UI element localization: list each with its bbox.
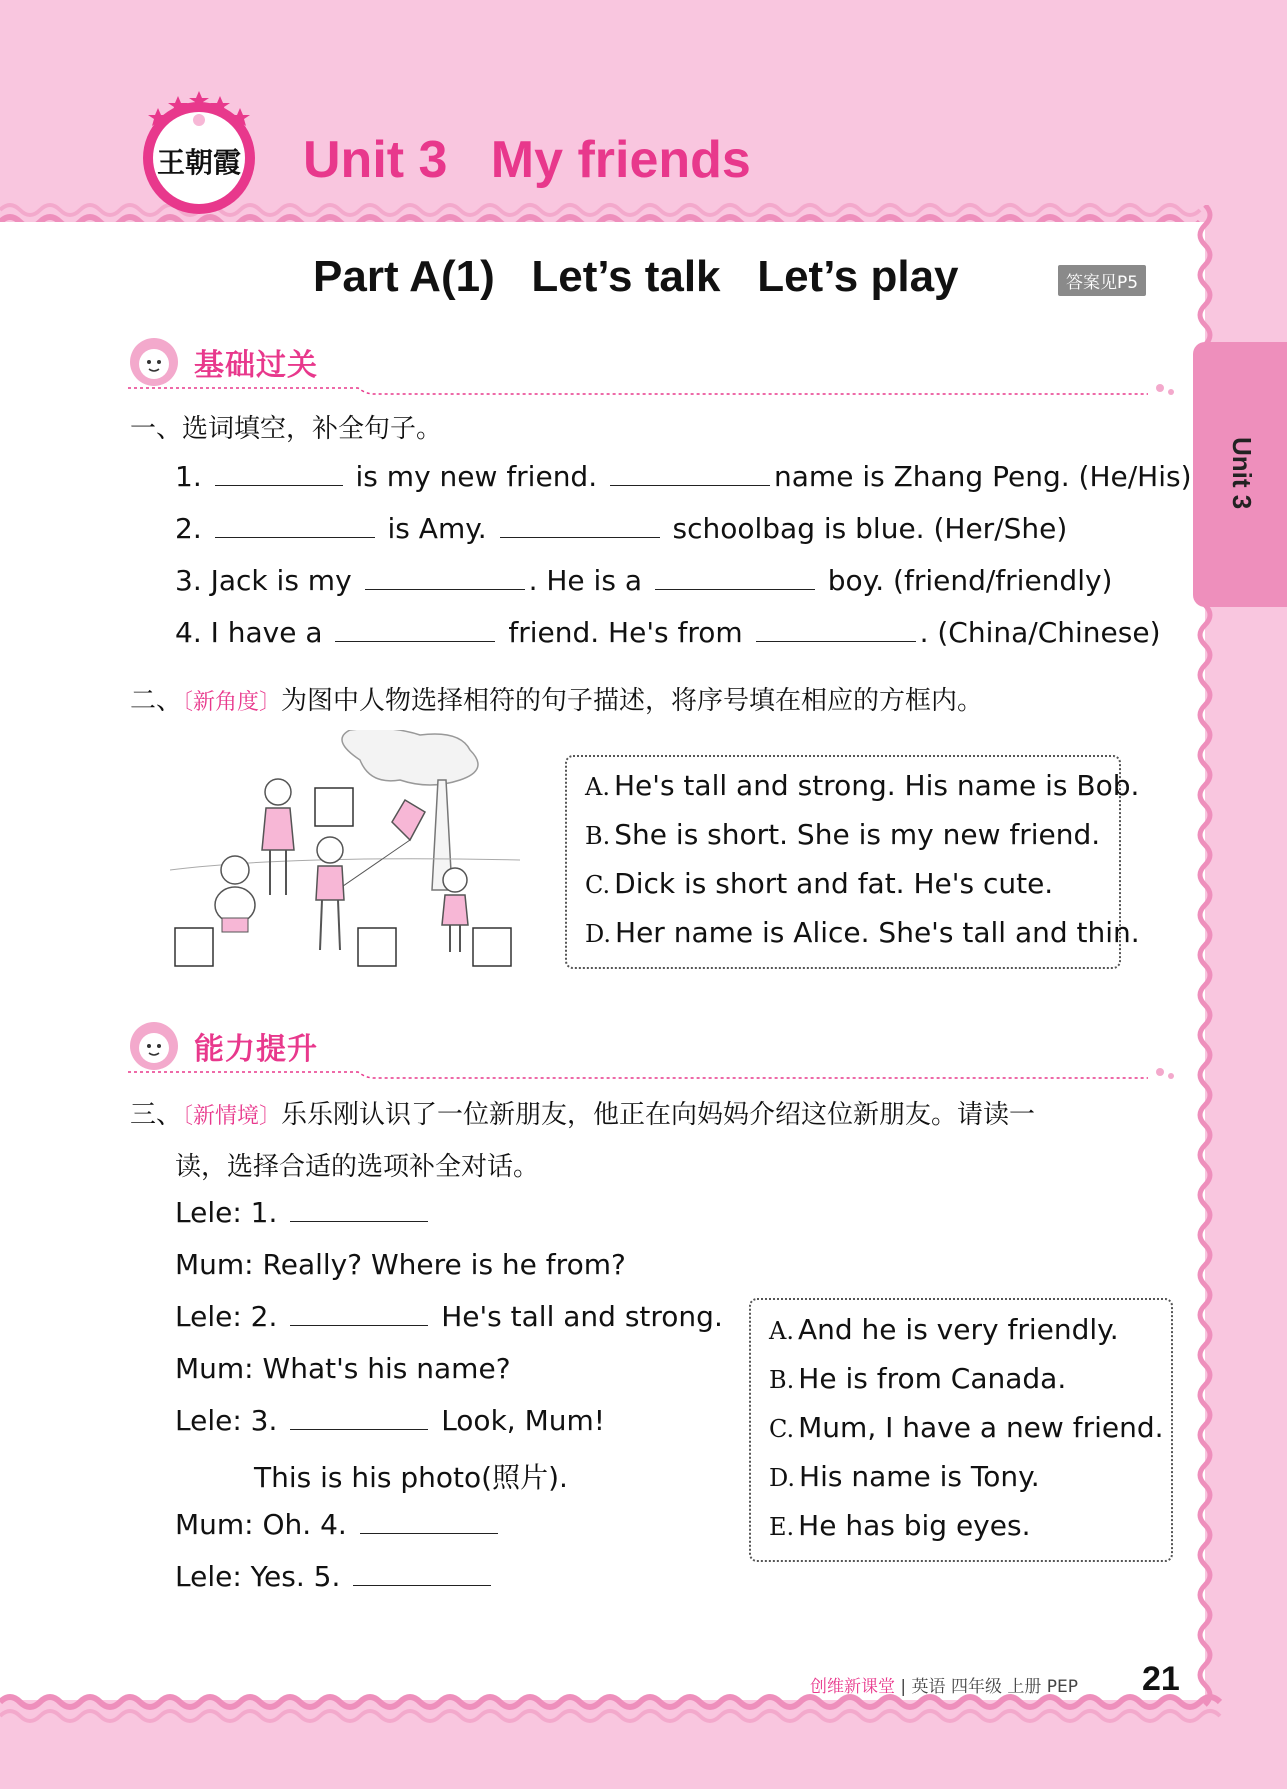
answer-box[interactable] — [358, 928, 396, 966]
answer-blank[interactable] — [353, 1584, 491, 1586]
answer-blank[interactable] — [756, 640, 916, 642]
question-3-heading-line2: 读，选择合适的选项补全对话。 — [175, 1152, 540, 1182]
q1-sentence-2: 2. is Amy. schoolbag is blue. (Her/She) — [175, 512, 1068, 545]
dialog-line-2: Mum: Really? Where is he from? — [175, 1248, 626, 1281]
section-advanced-header — [128, 1020, 1178, 1080]
q1-sentence-3: 3. Jack is my . He is a boy. (friend/friendly) — [175, 564, 1113, 597]
footer-info: 英语 四年级 上册 PEP — [911, 1677, 1079, 1697]
unit-side-tab-label: Unit 3 — [1227, 437, 1257, 510]
new-context-tag: 〔新情境〕 — [182, 1104, 282, 1129]
answer-blank[interactable] — [290, 1428, 428, 1430]
answer-blank[interactable] — [290, 1220, 428, 1222]
answer-blank[interactable] — [500, 536, 660, 538]
monkey-face-icon — [128, 1020, 180, 1072]
dialog-line-7: Mum: Oh. 4. — [175, 1508, 502, 1541]
answer-box[interactable] — [315, 788, 353, 826]
answer-blank[interactable] — [290, 1324, 428, 1326]
q3-option-b: B. He is from Canada. — [769, 1362, 1067, 1395]
publisher-logo — [138, 88, 260, 218]
question-1-heading: 一、选词填空，补全句子。 — [130, 414, 443, 444]
girl-face-icon — [128, 336, 180, 388]
bottom-wave-border — [0, 1690, 1287, 1730]
section-divider — [128, 1066, 1178, 1082]
section-advanced-title: 能力提升 — [194, 1032, 318, 1067]
answer-blank[interactable] — [215, 536, 375, 538]
dialog-line-5: Lele: 3. Look, Mum! — [175, 1404, 605, 1437]
q1-sentence-4: 4. I have a friend. He's from . (China/Chinese) — [175, 616, 1161, 649]
part-title: Part A(1) Let’s talk Let’s play — [313, 252, 959, 301]
answer-blank[interactable] — [335, 640, 495, 642]
dialog-line-3: Lele: 2. He's tall and strong. — [175, 1300, 723, 1333]
answer-blank[interactable] — [360, 1532, 498, 1534]
q3-option-c: C. Mum, I have a new friend. — [769, 1411, 1164, 1444]
q2-option-d: D. Her name is Alice. She's tall and thin. — [585, 916, 1140, 949]
answer-blank[interactable] — [215, 484, 343, 486]
logo-text: 王朝霞 — [156, 146, 242, 179]
dialog-line-4: Mum: What's his name? — [175, 1352, 511, 1385]
answer-blank[interactable] — [610, 484, 770, 486]
answer-box[interactable] — [175, 928, 213, 966]
dialog-line-8: Lele: Yes. 5. — [175, 1560, 495, 1593]
new-angle-tag: 〔新角度〕 — [182, 690, 282, 715]
q2-option-a: A. He's tall and strong. His name is Bob. — [585, 769, 1140, 802]
page-number: 21 — [1142, 1660, 1180, 1698]
q1-sentence-1: 1. is my new friend. name is Zhang Peng. (He/His) — [175, 460, 1192, 493]
answer-blank[interactable] — [655, 588, 815, 590]
q2-options-box — [565, 755, 1140, 969]
unit-title: Unit 3 My friends — [303, 131, 751, 189]
footer-book-info: 创维新课堂 | 英语 四年级 上册 PEP — [810, 1677, 1079, 1697]
section-basic-header — [128, 336, 1178, 396]
answer-blank[interactable] — [365, 588, 525, 590]
q2-option-b: B. She is short. She is my new friend. — [585, 818, 1101, 851]
q3-option-d: D. His name is Tony. — [769, 1460, 1040, 1493]
q3-option-e: E. He has big eyes. — [769, 1509, 1031, 1542]
section-divider — [128, 382, 1178, 398]
section-basic-title: 基础过关 — [194, 348, 318, 383]
question-3-heading: 三、〔新情境〕乐乐刚认识了一位新朋友，他正在向妈妈介绍这位新朋友。请读一 — [130, 1100, 1036, 1130]
answer-reference-badge: 答案见P5 — [1058, 265, 1146, 296]
q3-option-a: A. And he is very friendly. — [769, 1313, 1119, 1346]
footer-brand: 创维新课堂 — [810, 1677, 895, 1697]
question-2-heading: 二、〔新角度〕为图中人物选择相符的句子描述，将序号填在相应的方框内。 — [130, 686, 984, 716]
dialog-line-1: Lele: 1. — [175, 1196, 432, 1229]
q3-options-box — [749, 1298, 1173, 1562]
dialog-line-6: This is his photo(照片). — [254, 1461, 568, 1494]
q2-option-c: C. Dick is short and fat. He's cute. — [585, 867, 1054, 900]
unit-side-tab — [1193, 342, 1287, 607]
answer-box[interactable] — [473, 928, 511, 966]
children-illustration — [170, 730, 520, 980]
